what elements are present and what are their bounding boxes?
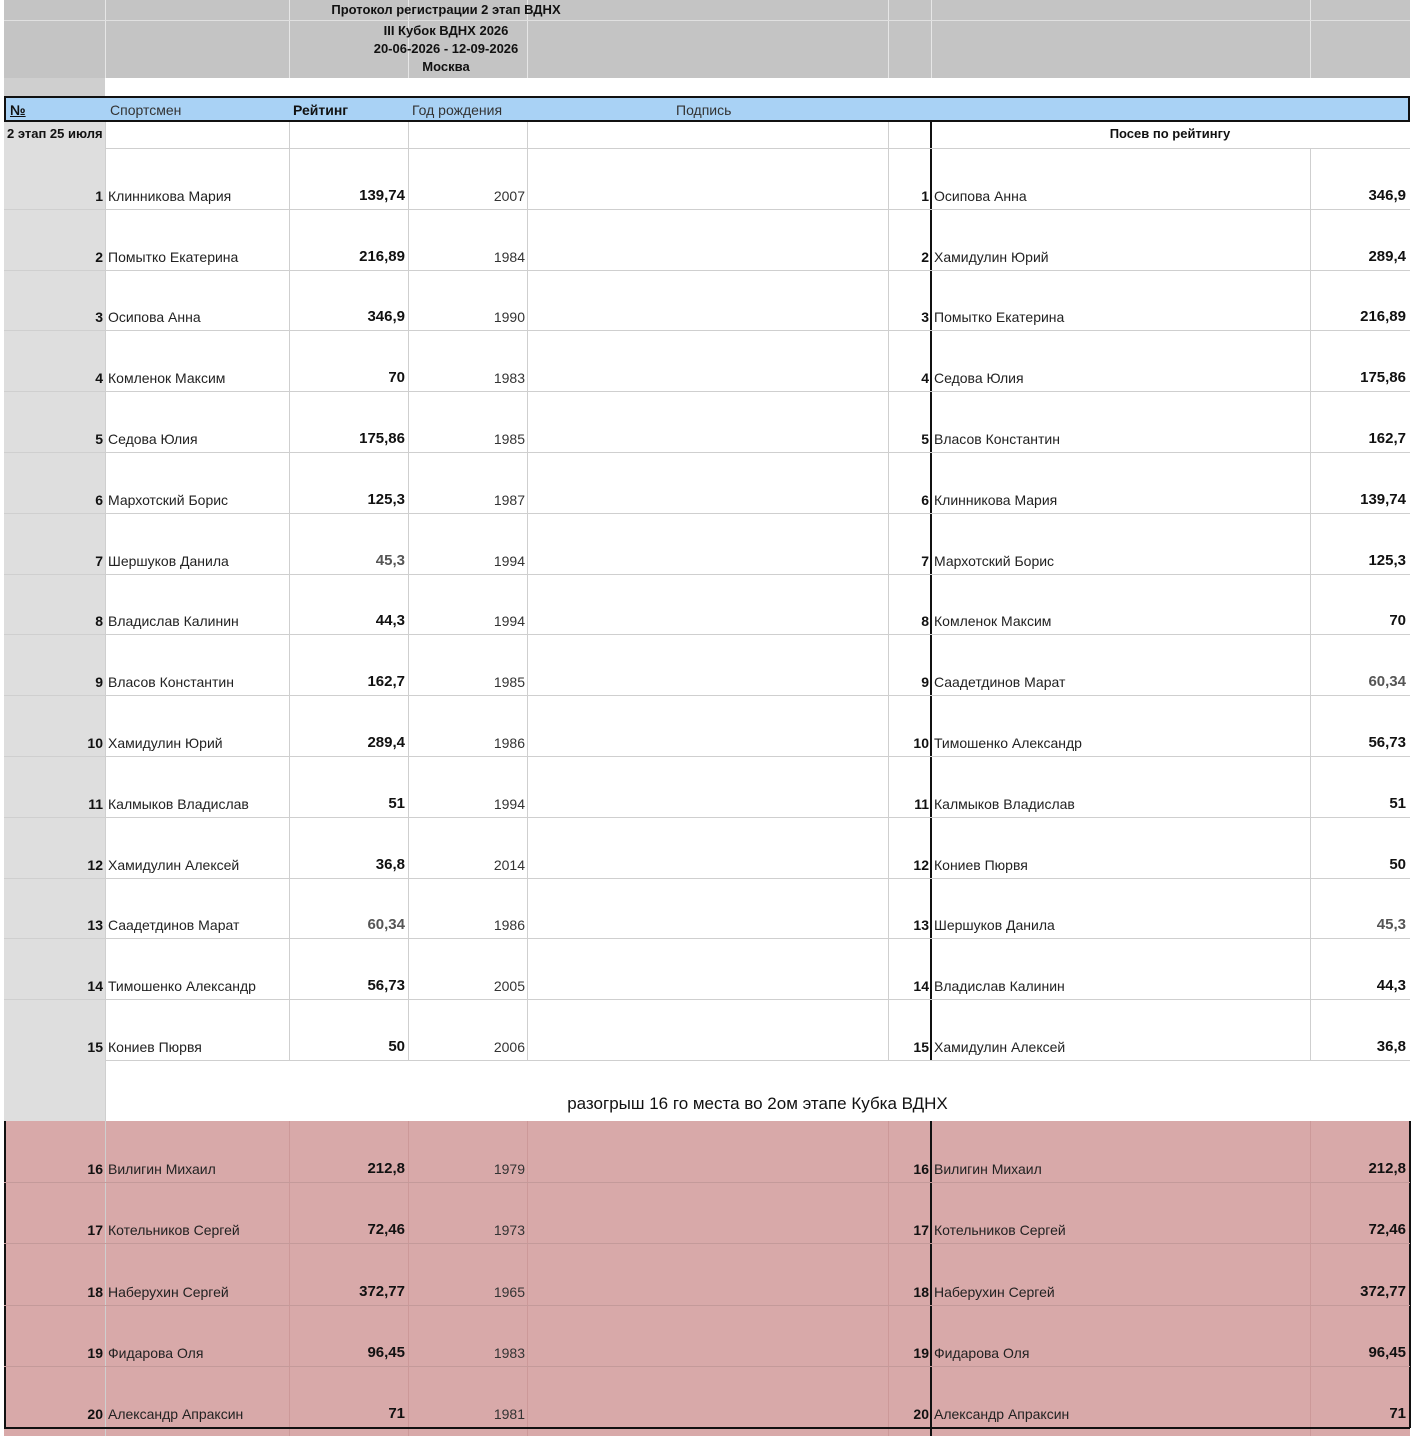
seed-athlete-name: Владислав Калинин [934,978,1065,995]
athlete-rating: 50 [388,1038,405,1055]
seed-number: 11 [914,795,929,812]
seed-athlete-name: Фидарова Оля [934,1344,1030,1361]
seed-number: 1 [921,187,929,204]
stage-label: 2 этап 25 июля [7,126,103,141]
row-number: 14 [87,978,103,995]
seed-athlete-name: Мархотский Борис [934,552,1055,569]
seed-rating: 51 [1389,794,1406,812]
seed-rating: 70 [1389,612,1406,630]
seed-number: 15 [913,1039,929,1055]
seed-number: 7 [921,552,929,569]
seed-number: 4 [921,370,929,387]
signature-cell[interactable] [529,452,886,513]
seed-rating: 139,74 [1360,490,1406,508]
athlete-rating: 212,8 [367,1160,405,1178]
row-number: 17 [87,1222,103,1239]
cup-title: III Кубок ВДНХ 2026 [383,23,509,38]
signature-cell[interactable] [529,756,886,817]
athlete-rating: 346,9 [367,308,405,326]
seed-rating: 175,86 [1360,369,1406,387]
signature-cell[interactable] [529,878,886,939]
birth-year: 2014 [493,856,525,873]
signature-cell[interactable] [529,1366,886,1427]
athlete-name: Мархотский Борис [108,491,229,508]
birth-year: 1986 [493,735,525,751]
row-number: 10 [87,735,103,751]
seed-number: 13 [913,917,929,934]
birth-year: 1983 [493,1344,525,1361]
signature-cell[interactable] [529,938,886,999]
seed-rating: 346,9 [1368,186,1406,204]
seed-athlete-name: Власов Константин [934,431,1060,447]
athlete-rating: 45,3 [375,551,405,569]
birth-year: 1983 [493,370,525,387]
athlete-name: Власов Константин [108,674,234,691]
seed-rating: 44,3 [1376,977,1406,995]
signature-cell[interactable] [529,574,886,635]
seed-number: 8 [921,613,929,630]
seed-athlete-name: Комленок Максим [934,613,1052,630]
athlete-name: Фидарова Оля [108,1344,204,1361]
athlete-rating: 71 [388,1405,405,1422]
row-number: 15 [87,1039,103,1055]
seed-number: 2 [921,248,929,265]
seed-number: 16 [913,1161,929,1178]
birth-year: 1994 [493,613,525,630]
row-number: 9 [95,674,103,691]
row-number: 11 [88,795,103,812]
birth-year: 1984 [493,248,525,265]
row-number: 4 [95,370,103,387]
row-number: 16 [87,1161,103,1178]
athlete-name: Наберухин Сергей [108,1283,229,1300]
birth-year: 1985 [493,431,525,447]
athlete-name: Помытко Екатерина [108,248,239,265]
athlete-name: Котельников Сергей [108,1222,240,1239]
athlete-name: Клинникова Мария [108,187,232,204]
row-number: 6 [95,491,103,508]
signature-cell[interactable] [529,695,886,756]
seed-athlete-name: Клинникова Мария [934,491,1058,508]
seed-rating: 60,34 [1368,673,1406,691]
seed-number: 18 [913,1283,929,1300]
seed-number: 10 [913,735,929,751]
row-number: 19 [87,1344,103,1361]
seed-athlete-name: Кониев Пюрвя [934,856,1028,873]
seed-rating: 36,8 [1376,1038,1406,1055]
seed-athlete-name: Шершуков Данила [934,917,1055,934]
athlete-rating: 72,46 [367,1221,405,1239]
seed-athlete-name: Вилигин Михаил [934,1161,1042,1178]
athlete-rating: 60,34 [367,916,405,934]
col-rating: Рейтинг [293,102,349,118]
signature-cell[interactable] [529,391,886,452]
row-number: 5 [95,431,103,447]
athlete-name: Комленок Максим [108,370,226,387]
seeding-title: Посев по рейтингу [1109,126,1231,141]
birth-year: 1973 [493,1222,525,1239]
athlete-rating: 175,86 [359,430,405,447]
seed-rating: 50 [1389,855,1406,873]
athlete-name: Хамидулин Алексей [108,856,240,873]
seed-rating: 72,46 [1368,1221,1406,1239]
athlete-name: Седова Юлия [108,431,198,447]
seed-number: 9 [921,674,929,691]
seed-athlete-name: Саадетдинов Марат [934,674,1066,691]
seed-number: 20 [913,1406,929,1422]
birth-year: 1981 [493,1406,525,1422]
seed-number: 5 [921,431,929,447]
seed-number: 6 [921,491,929,508]
col-athlete: Спортсмен [110,102,182,118]
seed-rating: 372,77 [1360,1282,1406,1300]
birth-year: 2007 [493,187,525,204]
birth-year: 1985 [493,674,525,691]
protocol-title: Протокол регистрации 2 этап ВДНХ [331,2,561,17]
athlete-rating: 372,77 [359,1282,405,1300]
athlete-rating: 56,73 [367,977,405,995]
signature-cell[interactable] [529,634,886,695]
athlete-rating: 216,89 [359,247,405,265]
athlete-name: Вилигин Михаил [108,1161,216,1178]
athlete-rating: 51 [388,794,405,812]
seed-rating: 162,7 [1368,430,1406,447]
seed-athlete-name: Седова Юлия [934,370,1024,387]
seed-athlete-name: Александр Апраксин [934,1406,1070,1422]
playoff-note: разогрыш 16 го места во 2ом этапе Кубка ВДНХ [567,1094,948,1113]
seed-athlete-name: Наберухин Сергей [934,1283,1055,1300]
signature-cell[interactable] [529,1182,886,1243]
birth-year: 1994 [493,552,525,569]
signature-cell[interactable] [529,817,886,878]
signature-cell[interactable] [529,270,886,331]
athlete-name: Осипова Анна [108,309,201,326]
signature-cell[interactable] [529,513,886,574]
row-number: 3 [95,309,103,326]
seed-athlete-name: Помытко Екатерина [934,309,1065,326]
birth-year: 1965 [493,1283,525,1300]
col-number: № [10,102,26,118]
col-signature: Подпись [676,102,732,118]
athlete-name: Саадетдинов Марат [108,917,240,934]
seed-rating: 289,4 [1368,247,1406,265]
row-number: 8 [95,613,103,630]
athlete-name: Тимошенко Александр [108,978,256,995]
athlete-rating: 44,3 [375,612,405,630]
seed-athlete-name: Хамидулин Алексей [934,1039,1066,1055]
birth-year: 1994 [493,795,525,812]
birth-year: 1990 [493,309,525,326]
seed-number: 19 [913,1344,929,1361]
column-header-row [4,96,1410,122]
row-number: 12 [87,856,103,873]
seed-rating: 125,3 [1368,551,1406,569]
athlete-name: Калмыков Владислав [108,795,249,812]
signature-cell[interactable] [529,1121,886,1182]
athlete-name: Владислав Калинин [108,613,239,630]
seed-rating: 71 [1389,1405,1406,1422]
row-number: 18 [87,1283,103,1300]
athlete-name: Хамидулин Юрий [108,735,223,751]
seed-number: 17 [913,1222,929,1239]
athlete-name: Шершуков Данила [108,552,229,569]
birth-year: 1986 [493,917,525,934]
seed-athlete-name: Калмыков Владислав [934,795,1075,812]
athlete-rating: 139,74 [359,186,405,204]
row-number: 7 [95,552,103,569]
signature-cell[interactable] [529,148,886,209]
city: Москва [422,59,470,74]
birth-year: 1979 [493,1161,525,1178]
signature-cell[interactable] [529,1243,886,1304]
seed-rating: 216,89 [1360,308,1406,326]
row-number: 1 [95,187,103,204]
athlete-rating: 289,4 [367,734,405,751]
athlete-rating: 36,8 [375,855,405,873]
seed-number: 14 [913,978,929,995]
seed-rating: 212,8 [1368,1160,1406,1178]
athlete-name: Александр Апраксин [108,1406,244,1422]
athlete-name: Кониев Пюрвя [108,1039,202,1055]
athlete-rating: 70 [388,369,405,387]
signature-cell[interactable] [529,209,886,270]
birth-year: 2005 [493,978,525,995]
signature-cell[interactable] [529,330,886,391]
row-number: 2 [95,248,103,265]
birth-year: 1987 [493,491,525,508]
seed-athlete-name: Тимошенко Александр [934,735,1082,751]
athlete-rating: 162,7 [367,673,405,691]
signature-cell[interactable] [529,999,886,1060]
birth-year: 2006 [493,1039,525,1055]
seed-rating: 45,3 [1376,916,1406,934]
row-number: 20 [87,1406,103,1422]
seed-number: 3 [921,309,929,326]
seed-athlete-name: Осипова Анна [934,187,1027,204]
seed-rating: 56,73 [1368,734,1406,751]
seed-rating: 96,45 [1368,1343,1406,1361]
date-range: 20-06-2026 - 12-09-2026 [373,41,519,56]
athlete-rating: 125,3 [367,490,405,508]
athlete-rating: 96,45 [367,1343,405,1361]
seed-athlete-name: Хамидулин Юрий [934,248,1049,265]
seed-number: 12 [913,856,929,873]
signature-cell[interactable] [529,1305,886,1366]
col-birth-year: Год рождения [412,102,503,118]
seed-athlete-name: Котельников Сергей [934,1222,1066,1239]
row-number: 13 [87,917,103,934]
